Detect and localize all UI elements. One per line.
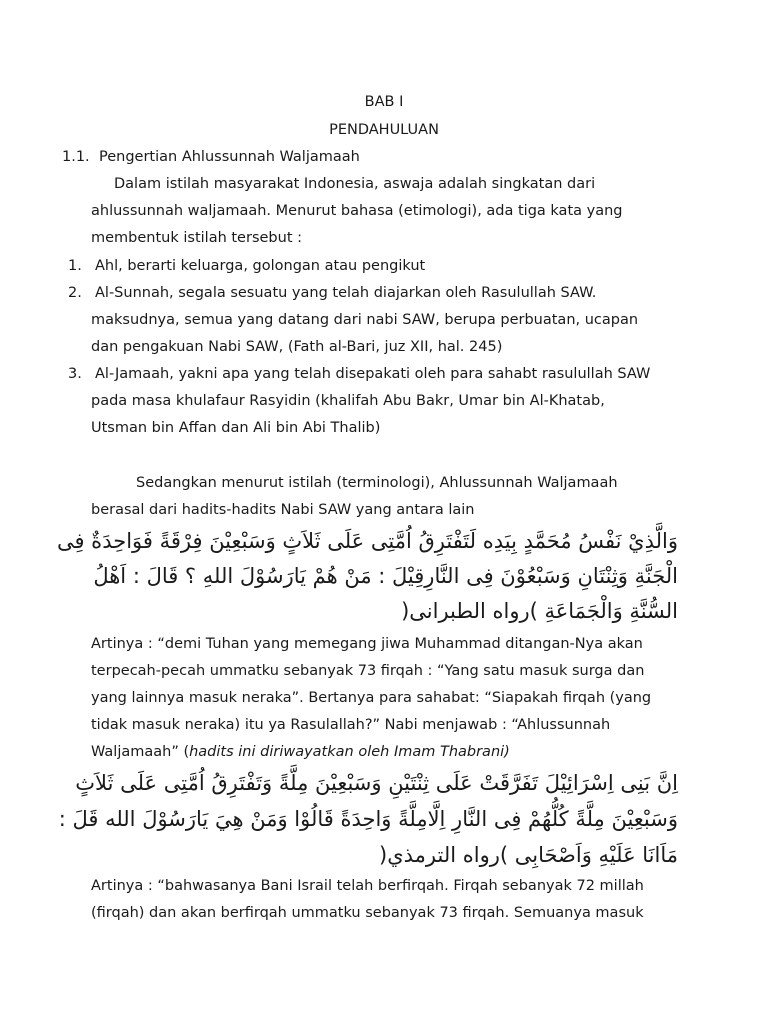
translation-line: yang lainnya masuk neraka”. Bertanya para sahabat: “Siapakah firqah (yang <box>91 690 652 706</box>
translation-line <box>91 742 510 762</box>
translation-line: (firqah) dan akan berfirqah ummatku sebanyak 73 firqah. Semuanya masuk <box>91 905 644 921</box>
list-item-text: Al-Sunnah, segala sesuatu yang telah diajarkan oleh Rasulullah SAW. <box>95 285 597 301</box>
terminology-line: berasal dari hadits-hadits Nabi SAW yang antara lain <box>91 502 475 518</box>
hadith-arabic-line: الْجَنَّةِ وَثِنْتَانِ وَسَبْعُوْنَ فِى النَّارِقِيْلَ : مَنْ هُمْ يَارَسُوْلَ اللهِ ؟ قَالَ : اَهْلُ <box>93 564 678 588</box>
section-number: 1.1. <box>62 149 90 165</box>
translation-line: Artinya : “bahwasanya Bani Israil telah berfirqah. Firqah sebanyak 72 millah <box>91 878 644 894</box>
intro-line: membentuk istilah tersebut : <box>91 230 302 246</box>
translation-line: Artinya : “demi Tuhan yang memegang jiwa Muhammad ditangan-Nya akan <box>91 636 643 652</box>
intro-line: Dalam istilah masyarakat Indonesia, aswaja adalah singkatan dari <box>114 176 596 192</box>
list-item-text: dan pengakuan Nabi SAW, (Fath al-Bari, juz XII, hal. 245) <box>91 339 503 355</box>
list-item-number: 3. <box>68 366 82 382</box>
translation-line: tidak masuk neraka) itu ya Rasulallah?” Nabi menjawab : “Ahlussunnah <box>91 717 611 733</box>
list-item-text: Ahl, berarti keluarga, golongan atau pengikut <box>95 258 426 274</box>
source-citation: hadits ini diriwayatkan oleh Imam Thabrani) <box>189 744 510 760</box>
list-item-number: 1. <box>68 258 82 274</box>
intro-line: ahlussunnah waljamaah. Menurut bahasa (etimologi), ada tiga kata yang <box>91 203 623 219</box>
list-item-text: Al-Jamaah, yakni apa yang telah disepakati oleh para sahabt rasulullah SAW <box>95 366 651 382</box>
chapter-title: PENDAHULUAN <box>329 122 439 138</box>
hadith-arabic-line: وَالَّذِيْ نَفْسُ مُحَمَّدٍ بِيَدِه لَتَفْتَرِقُ اُمَّتِى عَلَى ثَلاَثٍ وَسَبْعِيْنَ فِرْقَةً فَوَاحِدَةٌ فِى <box>56 529 678 553</box>
terminology-line: Sedangkan menurut istilah (terminologi), Ahlussunnah Waljamaah <box>136 475 618 491</box>
translation-text: Waljamaah” ( <box>91 744 190 760</box>
hadith-arabic-line: مَاَانَا عَلَيْهِ وَاَصْحَابِى )رواه الترمذي( <box>379 843 678 867</box>
list-item-text: maksudnya, semua yang datang dari nabi SAW, berupa perbuatan, ucapan <box>91 312 639 328</box>
section-title: Pengertian Ahlussunnah Waljamaah <box>99 149 360 165</box>
list-item-text: Utsman bin Affan dan Ali bin Abi Thalib) <box>91 420 381 436</box>
hadith-arabic-line: وَسَبْعِيْنَ مِلَّةً كُلُّهُمْ فِى النَّارِ اِلَّامِلَّةً وَاحِدَةً قَالُوْا وَمَنْ هِيَ يَارَسُوْلَ الله قَلَ : <box>58 807 678 831</box>
translation-line: terpecah-pecah ummatku sebanyak 73 firqah : “Yang satu masuk surga dan <box>91 663 645 679</box>
hadith-arabic-line: اِنَّ بَنِى اِسْرَائِيْلَ تَفَرَّقَتْ عَلَى ثِنْتَيْنِ وَسَبْعِيْنَ مِلَّةً وَتَفْتَرِقُ اُمَّتِى عَلَى ثَلاَثٍ <box>75 771 678 795</box>
list-item-number: 2. <box>68 285 82 301</box>
list-item-text: pada masa khulafaur Rasyidin (khalifah Abu Bakr, Umar bin Al-Khatab, <box>91 393 605 409</box>
chapter-heading: BAB I <box>364 94 404 110</box>
hadith-arabic-line: السُّنَّةِ وَالْجَمَاعَةِ )رواه الطبرانى( <box>401 599 678 623</box>
